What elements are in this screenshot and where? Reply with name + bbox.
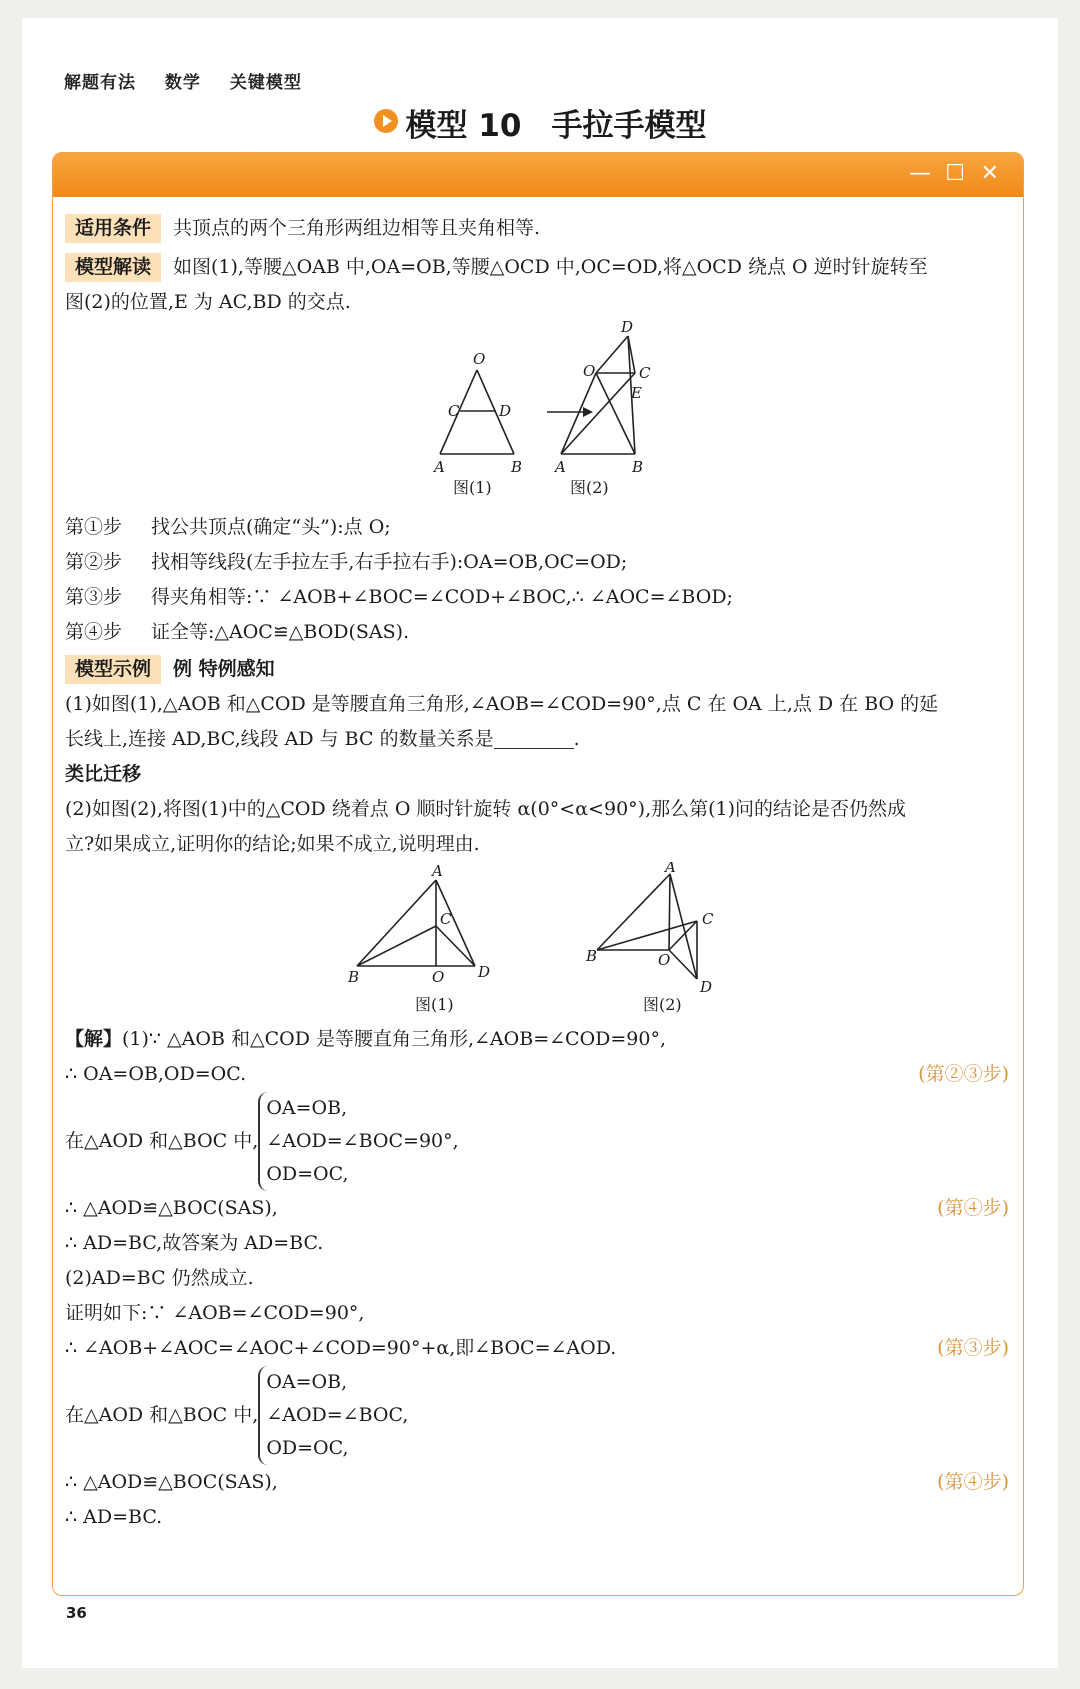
question1-text: 长线上,连接 AD,BC,线段 AD 与 BC 的数量关系是 <box>65 728 494 750</box>
step-note: (第④步) <box>937 1197 1009 1219</box>
interpretation-tag: 模型解读 <box>65 253 161 282</box>
answer-blank <box>494 728 574 749</box>
condition-tag: 适用条件 <box>65 214 161 243</box>
ex2-label-d: D <box>700 978 713 996</box>
solution-line-2 <box>65 1057 1015 1092</box>
analogy-heading: 类比迁移 <box>65 763 142 785</box>
solution-head: 【解】 <box>65 1028 123 1050</box>
system-eq: OA=OB, <box>266 1371 348 1393</box>
fig2-label-a: A <box>555 458 566 476</box>
figure-example-svg <box>65 862 1015 1022</box>
system-eq: ∠AOD=∠BOC=90°, <box>266 1130 459 1152</box>
solution-line-1 <box>65 1022 1015 1057</box>
running-head-subject: 数学 <box>164 73 201 93</box>
solution-system-2 <box>65 1366 1015 1465</box>
step-row-2 <box>65 545 1015 580</box>
question1-end: . <box>573 728 580 750</box>
solution-text: ∴ △AOD≌△BOC(SAS), <box>65 1197 278 1219</box>
figure-model-caption-right: 图(2) <box>570 478 609 497</box>
solution-line-4: ∴ AD=BC,故答案为 AD=BC. <box>65 1232 324 1254</box>
fig2-label-e: E <box>631 384 642 402</box>
figure-example <box>65 862 1015 1022</box>
fig1-label-o: O <box>473 350 486 368</box>
ex1-label-b: B <box>348 968 360 986</box>
system-prefix: 在△AOD 和△BOC 中, <box>65 1404 259 1426</box>
step-label: 第①步 <box>65 516 123 538</box>
interpretation-line2: 图(2)的位置,E 为 AC,BD 的交点. <box>65 291 351 313</box>
window-content <box>65 211 1015 1535</box>
solution-line-5: (2)AD=BC 仍然成立. <box>65 1267 254 1289</box>
fig1-label-b: B <box>511 458 523 476</box>
step-note: (第④步) <box>937 1471 1009 1493</box>
question2-line2: 立?如果成立,证明你的结论;如果不成立,说明理由. <box>65 833 480 855</box>
fig2-line-oa <box>561 373 596 454</box>
step-label: 第②步 <box>65 551 123 573</box>
solution-system-1 <box>65 1092 1015 1191</box>
solution-text: (1)∵ △AOB 和△COD 是等腰直角三角形,∠AOB=∠COD=90°, <box>122 1028 667 1050</box>
fig1-label-a: A <box>434 458 445 476</box>
fig2-line-ac <box>561 373 635 454</box>
maximize-icon[interactable]: ☐ <box>945 161 965 186</box>
step-text: 得夹角相等:∵ ∠AOB+∠BOC=∠COD+∠BOC,∴ ∠AOC=∠BOD; <box>151 586 733 608</box>
fig2-label-o: O <box>583 362 596 380</box>
step-text: 找相等线段(左手拉左手,右手拉右手):OA=OB,OC=OD; <box>151 551 628 573</box>
solution-line-7 <box>65 1331 1015 1366</box>
fig2-line-ob <box>596 373 635 454</box>
step-row-1 <box>65 510 1015 545</box>
ex2-line-ao <box>669 874 670 950</box>
solution-text: ∴ OA=OB,OD=OC. <box>65 1063 247 1085</box>
minimize-icon[interactable]: — <box>909 161 931 186</box>
solution-line-9: ∴ AD=BC. <box>65 1506 163 1528</box>
figure-model-svg <box>65 320 1015 510</box>
running-head-section: 关键模型 <box>229 73 302 93</box>
interpretation-row <box>65 250 1015 285</box>
ex2-label-o: O <box>658 951 671 969</box>
ex2-line-ad <box>670 874 697 979</box>
question1-line1: (1)如图(1),△AOB 和△COD 是等腰直角三角形,∠AOB=∠COD=90°,点 C 在 OA 上,点 D 在 BO 的延 <box>65 693 939 715</box>
fig2-label-b: B <box>632 458 644 476</box>
ex1-label-d: D <box>478 963 491 981</box>
solution-text: ∴ ∠AOB+∠AOC=∠AOC+∠COD=90°+α,即∠BOC=∠AOD. <box>65 1337 617 1359</box>
window-titlebar <box>53 153 1023 197</box>
system-eq: OD=OC, <box>266 1437 349 1459</box>
condition-row <box>65 211 1015 246</box>
solution-text: ∴ △AOD≌△BOC(SAS), <box>65 1471 278 1493</box>
interpretation-line1: 如图(1),等腰△OAB 中,OA=OB,等腰△OCD 中,OC=OD,将△OCD 绕点 O 逆时针旋转至 <box>173 256 928 278</box>
step-text: 证全等:△AOC≌△BOD(SAS). <box>151 621 410 643</box>
model-window <box>52 152 1024 1596</box>
title-model-number: 模型 10 <box>405 108 522 144</box>
system-eq: ∠AOD=∠BOC, <box>266 1404 409 1426</box>
step-label: 第③步 <box>65 586 123 608</box>
figure-example-caption-left: 图(1) <box>415 995 454 1014</box>
running-head <box>64 68 324 93</box>
example-tag: 模型示例 <box>65 655 161 684</box>
play-bullet-icon <box>374 109 398 133</box>
ex1-line-cd <box>436 926 475 966</box>
running-head-book: 解题有法 <box>64 73 136 93</box>
ex1-line-bc <box>357 926 436 966</box>
question1-line2 <box>65 722 1015 757</box>
step-row-3 <box>65 580 1015 615</box>
system-prefix: 在△AOD 和△BOC 中, <box>65 1130 259 1152</box>
page-title <box>0 100 1080 145</box>
solution-line-3 <box>65 1191 1015 1226</box>
fig2-label-d: D <box>621 320 634 336</box>
step-note: (第③步) <box>937 1337 1009 1359</box>
example-row <box>65 652 1015 687</box>
fig2-label-c: C <box>639 364 651 382</box>
solution-line-8 <box>65 1465 1015 1500</box>
system-eq: OA=OB, <box>266 1097 348 1119</box>
ex1-label-c: C <box>440 910 452 928</box>
step-row-4 <box>65 615 1015 650</box>
solution-line-6: 证明如下:∵ ∠AOB=∠COD=90°, <box>65 1302 365 1324</box>
condition-text: 共顶点的两个三角形两组边相等且夹角相等. <box>173 217 541 239</box>
example-title: 例 特例感知 <box>173 658 275 680</box>
fig1-label-c: C <box>448 402 460 420</box>
question2-line1: (2)如图(2),将图(1)中的△COD 绕着点 O 顺时针旋转 α(0°<α<90°),那么第(1)问的结论是否仍然成 <box>65 798 907 820</box>
ex2-label-b: B <box>586 947 598 965</box>
system-eq: OD=OC, <box>266 1163 349 1185</box>
fig2-line-do <box>596 336 628 373</box>
ex1-line-ab <box>357 880 436 966</box>
figure-example-caption-right: 图(2) <box>643 995 682 1014</box>
ex2-label-c: C <box>702 910 714 928</box>
ex1-label-o: O <box>432 968 445 986</box>
figure-model <box>65 320 1015 510</box>
title-model-name: 手拉手模型 <box>551 108 707 144</box>
step-note: (第②③步) <box>918 1063 1009 1085</box>
equation-system <box>258 1366 408 1465</box>
arrow-right-icon <box>583 407 593 417</box>
figure-model-caption-left: 图(1) <box>453 478 492 497</box>
page-number: 36 <box>66 1604 87 1622</box>
step-text: 找公共顶点(确定“头”):点 O; <box>151 516 391 538</box>
step-label: 第④步 <box>65 621 123 643</box>
equation-system <box>258 1092 458 1191</box>
ex2-label-a: A <box>665 862 676 876</box>
ex1-label-a: A <box>432 862 443 880</box>
fig1-label-d: D <box>499 402 512 420</box>
close-icon[interactable]: ✕ <box>980 161 999 186</box>
